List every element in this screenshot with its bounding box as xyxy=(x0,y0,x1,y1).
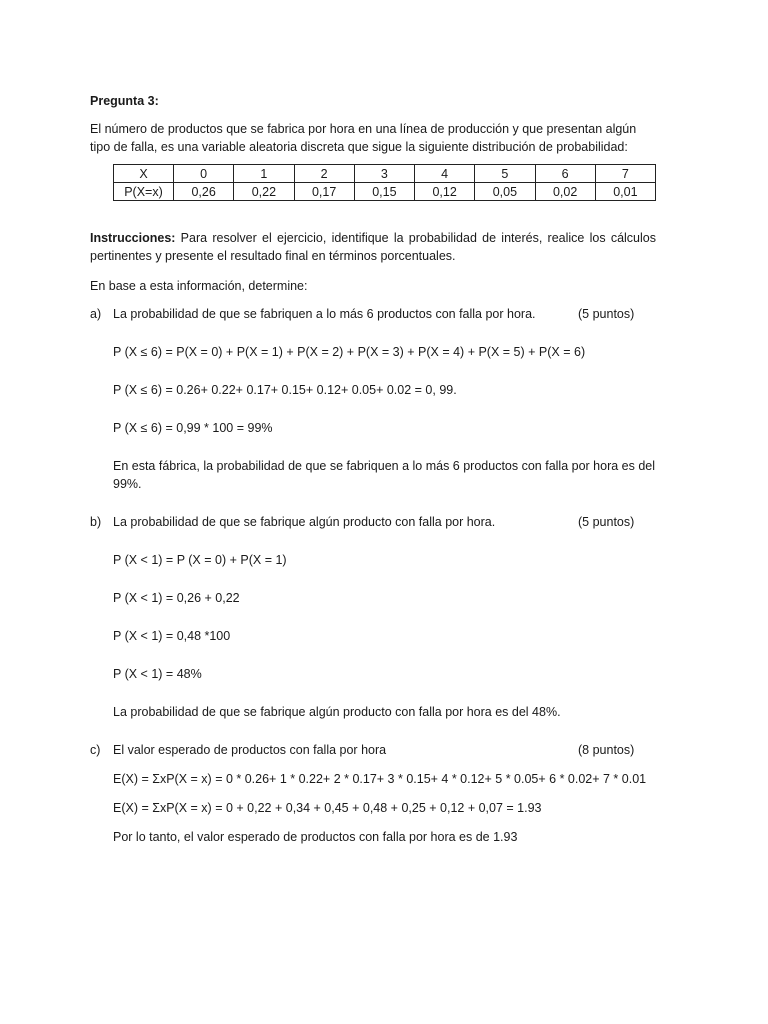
question-points: (5 puntos) xyxy=(578,307,635,321)
question-a xyxy=(90,305,656,323)
table-cell: P(X=x) xyxy=(114,183,174,201)
question-points: (5 puntos) xyxy=(578,515,635,529)
table-cell: 3 xyxy=(354,165,414,183)
table-row-p xyxy=(114,183,656,201)
formula-line: E(X) = ΣxP(X = x) = 0 * 0.26+ 1 * 0.22+ 2 * 0.17+ 3 * 0.15+ 4 * 0.12+ 5 * 0.05+ 6 * 0.02+ 7 * 0.01 xyxy=(113,772,647,786)
table-cell: 4 xyxy=(415,165,475,183)
formula-line: P (X ≤ 6) = 0,99 * 100 = 99% xyxy=(113,421,273,435)
table-cell: 0,01 xyxy=(595,183,655,201)
table-cell: 0,22 xyxy=(234,183,294,201)
table-cell: 2 xyxy=(294,165,354,183)
formula-line: E(X) = ΣxP(X = x) = 0 + 0,22 + 0,34 + 0,45 + 0,48 + 0,25 + 0,12 + 0,07 = 1.93 xyxy=(113,801,542,815)
question-letter: c) xyxy=(90,743,101,757)
formula-line: P (X < 1) = 0,26 + 0,22 xyxy=(113,591,240,605)
document-page xyxy=(90,92,656,846)
table-row-x xyxy=(114,165,656,183)
question-letter: a) xyxy=(90,307,102,321)
probability-table xyxy=(113,164,656,201)
question-text: La probabilidad de que se fabriquen a lo más 6 productos con falla por hora. xyxy=(113,307,536,321)
table-cell: 5 xyxy=(475,165,535,183)
table-cell: 7 xyxy=(595,165,655,183)
formula-line: P (X ≤ 6) = 0.26+ 0.22+ 0.17+ 0.15+ 0.12+ 0.05+ 0.02 = 0, 99. xyxy=(113,383,457,397)
formula-line: P (X < 1) = P (X = 0) + P(X = 1) xyxy=(113,553,287,567)
instructions-label: Instrucciones: xyxy=(90,231,176,245)
table-cell: 0,17 xyxy=(294,183,354,201)
question-text: La probabilidad de que se fabrique algún producto con falla por hora. xyxy=(113,515,496,529)
conclusion-a: En esta fábrica, la probabilidad de que se fabriquen a lo más 6 productos con falla por hora es del 99%. xyxy=(113,459,656,491)
formula-line: P (X < 1) = 48% xyxy=(113,667,202,681)
table-cell: 0,26 xyxy=(174,183,234,201)
question-title: Pregunta 3: xyxy=(90,94,159,108)
formula-line: P (X < 1) = 0,48 *100 xyxy=(113,629,231,643)
table-cell: 0,05 xyxy=(475,183,535,201)
question-c xyxy=(90,741,656,759)
question-letter: b) xyxy=(90,515,102,529)
table-cell: 0,15 xyxy=(354,183,414,201)
instructions-paragraph xyxy=(90,229,656,265)
instructions-text: Para resolver el ejercicio, identifique la probabilidad de interés, realice los cálculos pertinentes y presente el resultado final en términos porcentuales. xyxy=(90,231,656,263)
question-b xyxy=(90,513,656,531)
conclusion-b: La probabilidad de que se fabrique algún producto con falla por hora es del 48%. xyxy=(113,705,561,719)
table-cell: X xyxy=(114,165,174,183)
table-cell: 0,12 xyxy=(415,183,475,201)
table-cell: 6 xyxy=(535,165,595,183)
question-text: El valor esperado de productos con falla por hora xyxy=(113,743,387,757)
base-text: En base a esta información, determine: xyxy=(90,279,308,293)
table-cell: 0,02 xyxy=(535,183,595,201)
table-cell: 1 xyxy=(234,165,294,183)
table-cell: 0 xyxy=(174,165,234,183)
intro-paragraph: El número de productos que se fabrica por hora en una línea de producción y que presentan algún tipo de falla, es una variable aleatoria discreta que sigue la siguiente distribución de probabilidad: xyxy=(90,122,637,154)
question-points: (8 puntos) xyxy=(578,743,635,757)
formula-line: P (X ≤ 6) = P(X = 0) + P(X = 1) + P(X = 2) + P(X = 3) + P(X = 4) + P(X = 5) + P(X = 6) xyxy=(113,345,586,359)
conclusion-c: Por lo tanto, el valor esperado de productos con falla por hora es de 1.93 xyxy=(113,830,518,844)
